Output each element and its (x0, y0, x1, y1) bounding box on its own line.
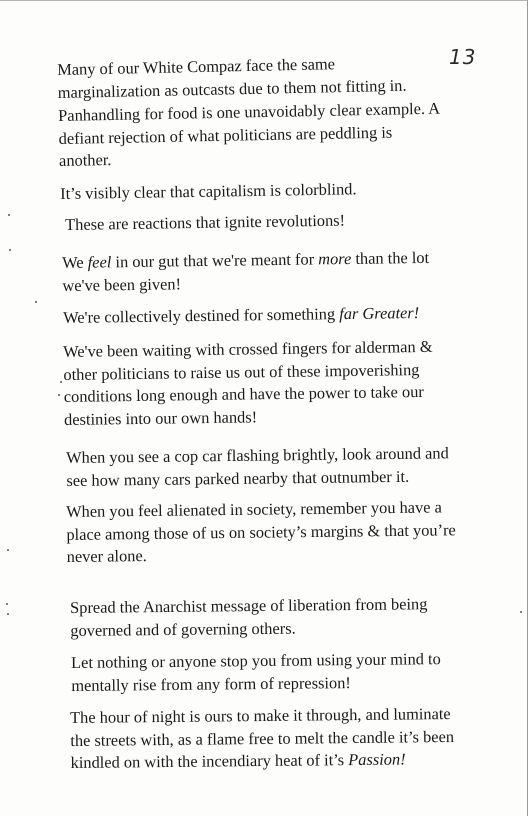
text-line (63, 302, 419, 329)
text-line: Many of our White Compaz face the same (57, 54, 336, 79)
text-line: Spread the Anarchist message of liberation from being (70, 594, 428, 617)
scan-speck (6, 603, 8, 605)
text-line: conditions long enough and have the power to take our (63, 381, 424, 406)
text-line: When you feel alienated in society, remember you have a (66, 497, 442, 521)
paragraph-hour-of-night (70, 703, 454, 775)
text-run: in our gut that we're meant for (111, 249, 319, 272)
text-line: never alone. (66, 546, 147, 566)
text-line: marginalization as outcasts due to them not fitting in. (57, 75, 407, 102)
text-line: We've been waiting with crossed fingers for alderman & (63, 336, 433, 361)
text-line: place among those of us on society’s margins & that you’re (66, 519, 456, 544)
scan-speck (520, 611, 522, 613)
paragraph-anarchist-message (70, 593, 428, 642)
text-line: see how many cars parked nearby that outnumber it. (66, 466, 410, 490)
text-line: defiant rejection of what politicians are peddling is (58, 122, 393, 148)
text-line: These are reactions that ignite revolutions! (65, 210, 346, 234)
text-line (70, 748, 454, 775)
paragraph-let-nothing (71, 648, 441, 697)
text-line: The hour of night is ours to make it through, and luminate (70, 704, 451, 727)
emphasis-text: more (318, 248, 352, 269)
scan-speck (8, 214, 10, 216)
scan-speck (58, 394, 60, 396)
paragraph-capitalism (60, 178, 357, 205)
paragraph-panhandling (58, 98, 441, 173)
text-line: It’s visibly clear that capitalism is colorblind. (60, 179, 357, 203)
text-run: We're collectively destined for something (63, 304, 340, 327)
text-line: other politicians to raise us out of these impoverishing (63, 359, 420, 384)
text-line: the streets with, as a flame free to melt the candle it’s been (70, 726, 455, 750)
text-line: Panhandling for food is one unavoidably clear example. A (58, 98, 441, 125)
paragraph-cop-car (66, 442, 449, 492)
scan-speck (7, 613, 9, 615)
scan-speck (60, 381, 62, 383)
text-line: destinies into our own hands! (63, 406, 258, 429)
scan-speck (9, 249, 11, 251)
text-run: kindled on with the incendiary heat of it’s (70, 750, 349, 772)
text-line: Let nothing or anyone stop you from using your mind to (71, 649, 441, 672)
scan-speck (7, 549, 9, 551)
emphasis-text: far Greater! (339, 303, 420, 324)
paragraph-alienated (66, 496, 456, 568)
paragraph-reactions (65, 210, 345, 237)
page-number: 13 (449, 45, 477, 69)
paragraph-far-greater (63, 302, 419, 329)
paragraph-waiting (63, 336, 434, 431)
scan-speck (35, 301, 37, 303)
emphasis-text: Passion! (348, 749, 406, 770)
text-run: than the lot (351, 247, 430, 268)
text-line: When you see a cop car flashing brightly, look around and (66, 443, 449, 467)
emphasis-text: feel (87, 252, 112, 272)
text-line: we've been given! (62, 273, 182, 295)
paragraph-white-compaz (57, 52, 407, 104)
paragraph-feel-more (62, 247, 430, 297)
text-line: another. (58, 149, 112, 170)
text-line: governed and of governing others. (70, 618, 296, 640)
text-line: mentally rise from any form of repression! (71, 672, 351, 695)
text-run: We (62, 252, 88, 272)
